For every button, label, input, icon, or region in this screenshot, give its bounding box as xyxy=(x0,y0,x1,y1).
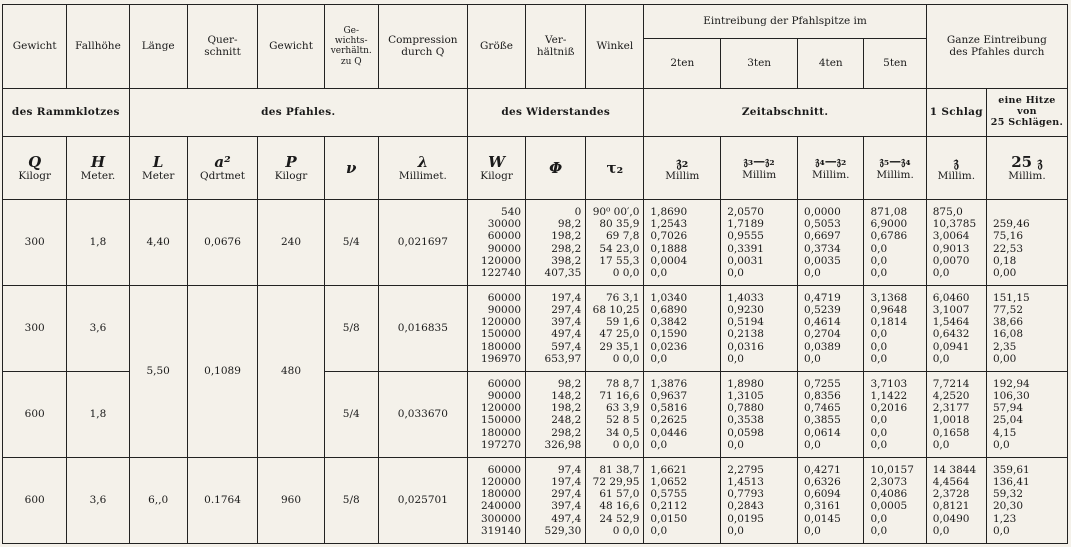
col-head-querschnitt: Quer- schnitt xyxy=(187,5,258,89)
nu-cell: 5/4 xyxy=(324,200,378,286)
h-cell: 1,8 xyxy=(67,200,129,286)
z2-values: 1,6621 1,0652 0,5755 0,2112 0,0150 0,0 xyxy=(644,457,721,543)
symbol-p: P Kilogr xyxy=(258,137,324,200)
w-values: 540 30000 60000 90000 120000 122740 xyxy=(467,200,525,286)
z2-values: 1,8690 1,2543 0,7026 0,1888 0,0004 0,0 xyxy=(644,200,721,286)
section-row xyxy=(3,88,1068,136)
phi-values: 98,2 148,2 198,2 248,2 298,2 326,98 xyxy=(526,371,586,457)
col-head-winkel: Winkel xyxy=(586,5,644,89)
col-head-4ten: 4ten xyxy=(798,38,864,88)
z3-values: 2,0570 1,7189 0,9555 0,3391 0,0031 0,0 xyxy=(721,200,798,286)
col-head-fallhoehe: Fallhöhe xyxy=(67,5,129,89)
section-pfahl: des Pfahles. xyxy=(129,88,467,136)
col-head-2ten: 2ten xyxy=(644,38,721,88)
col-head-laenge: Länge xyxy=(129,5,187,89)
col-head-gewichtsverhaeltnis: Ge- wichts- verhältn. zu Q xyxy=(324,5,378,89)
section-1-schlag: 1 Schlag xyxy=(926,88,986,136)
section-hitze: eine Hitze von 25 Schlägen. xyxy=(986,88,1067,136)
z25-values: 151,15 77,52 38,66 16,08 2,35 0,00 xyxy=(986,286,1067,372)
z3-values: 2,2795 1,4513 0,7793 0,2843 0,0195 0,0 xyxy=(721,457,798,543)
a2-cell: 0,1089 xyxy=(187,286,258,458)
symbol-l: L Meter xyxy=(129,137,187,200)
table-row xyxy=(3,457,1068,543)
symbol-z: 𝔷 Millim. xyxy=(926,137,986,200)
z-values: 875,0 10,3785 3,0064 0,9013 0,0070 0,0 xyxy=(926,200,986,286)
z4-values: 0,4271 0,6326 0,6094 0,3161 0,0145 0,0 xyxy=(798,457,864,543)
col-head-compression: Compression durch Q xyxy=(378,5,467,89)
section-rammklotz: des Rammklotzes xyxy=(3,88,130,136)
symbol-w: W Kilogr xyxy=(467,137,525,200)
z-values: 6,0460 3,1007 1,5464 0,6432 0,0941 0,0 xyxy=(926,286,986,372)
z3-values: 1,8980 1,3105 0,7880 0,3538 0,0598 0,0 xyxy=(721,371,798,457)
p-cell: 480 xyxy=(258,286,324,458)
z2-values: 1,3876 0,9637 0,5816 0,2625 0,0446 0,0 xyxy=(644,371,721,457)
col-head-groesse: Größe xyxy=(467,5,525,89)
phi-values: 97,4 197,4 297,4 397,4 497,4 529,30 xyxy=(526,457,586,543)
col-head-3ten: 3ten xyxy=(721,38,798,88)
w-values: 60000 120000 180000 240000 300000 319140 xyxy=(467,457,525,543)
q-cell: 300 xyxy=(3,286,67,372)
section-zeitabschnitt: Zeitabschnitt. xyxy=(644,88,926,136)
symbol-z2: 𝔷₂ Millim xyxy=(644,137,721,200)
p-cell: 960 xyxy=(258,457,324,543)
l-cell: 4,40 xyxy=(129,200,187,286)
phi-values: 197,4 297,4 397,4 497,4 597,4 653,97 xyxy=(526,286,586,372)
z25-values: 259,46 75,16 22,53 0,18 0,00 xyxy=(986,200,1067,286)
nu-cell: 5/8 xyxy=(324,457,378,543)
symbol-row xyxy=(3,137,1068,200)
symbol-q: Q Kilogr xyxy=(3,137,67,200)
winkel-values: 76 3,1 68 10,25 59 1,6 47 25,0 29 35,1 0 0,0 xyxy=(586,286,644,372)
symbol-nu: ν xyxy=(324,137,378,200)
symbol-lambda: λ Millimet. xyxy=(378,137,467,200)
col-head-verhaeltniss: Ver- hältniß xyxy=(526,5,586,89)
symbol-25z: 25 𝔷 Millim. xyxy=(986,137,1067,200)
z25-values: 192,94 106,30 57,94 25,04 4,15 0,0 xyxy=(986,371,1067,457)
z2-values: 1,0340 0,6890 0,3842 0,1590 0,0236 0,0 xyxy=(644,286,721,372)
w-values: 60000 90000 120000 150000 180000 196970 xyxy=(467,286,525,372)
q-cell: 600 xyxy=(3,457,67,543)
h-cell: 1,8 xyxy=(67,371,129,457)
symbol-tau: τ₂ xyxy=(586,137,644,200)
symbol-a2: a² Qdrtmet xyxy=(187,137,258,200)
winkel-values: 78 8,7 71 16,6 63 3,9 52 8 5 34 0,5 0 0,0 xyxy=(586,371,644,457)
h-cell: 3,6 xyxy=(67,457,129,543)
lambda-cell: 0,025701 xyxy=(378,457,467,543)
table-row xyxy=(3,200,1068,286)
lambda-cell: 0,033670 xyxy=(378,371,467,457)
col-head-gewicht-p: Gewicht xyxy=(258,5,324,89)
table-row xyxy=(3,286,1068,372)
z5-values: 3,1368 0,9648 0,1814 0,0 0,0 0,0 xyxy=(864,286,926,372)
col-head-gewicht-q: Gewicht xyxy=(3,5,67,89)
phi-values: 0 98,2 198,2 298,2 398,2 407,35 xyxy=(526,200,586,286)
header-row-1 xyxy=(3,5,1068,39)
section-widerstand: des Widerstandes xyxy=(467,88,643,136)
symbol-z3-z2: 𝔷₃—𝔷₂ Millim xyxy=(721,137,798,200)
symbol-z5-z4: 𝔷₅—𝔷₄ Millim. xyxy=(864,137,926,200)
a2-cell: 0,0676 xyxy=(187,200,258,286)
l-cell: 6,‚0 xyxy=(129,457,187,543)
lambda-cell: 0,021697 xyxy=(378,200,467,286)
col-head-eintreibung: Eintreibung der Pfahlspitze im xyxy=(644,5,926,39)
z4-values: 0,7255 0,8356 0,7465 0,3855 0,0614 0,0 xyxy=(798,371,864,457)
z-values: 7,7214 4,2520 2,3177 1,0018 0,1658 0,0 xyxy=(926,371,986,457)
z-values: 14 3844 4,4564 2,3728 0,8121 0,0490 0,0 xyxy=(926,457,986,543)
pile-driving-table xyxy=(2,4,1068,544)
a2-cell: 0.1764 xyxy=(187,457,258,543)
q-cell: 300 xyxy=(3,200,67,286)
z4-values: 0,4719 0,5239 0,4614 0,2704 0,0389 0,0 xyxy=(798,286,864,372)
z25-values: 359,61 136,41 59,32 20,30 1,23 0,0 xyxy=(986,457,1067,543)
winkel-values: 81 38,7 72 29,95 61 57,0 48 16,6 24 52,9 0 0,0 xyxy=(586,457,644,543)
symbol-h: H Meter. xyxy=(67,137,129,200)
nu-cell: 5/4 xyxy=(324,371,378,457)
winkel-values: 90⁰ 00′,0 80 35,9 69 7,8 54 23,0 17 55,3 0 0,0 xyxy=(586,200,644,286)
lambda-cell: 0,016835 xyxy=(378,286,467,372)
col-head-5ten: 5ten xyxy=(864,38,926,88)
h-cell: 3,6 xyxy=(67,286,129,372)
col-head-ganze-eintreibung: Ganze Eintreibung des Pfahles durch xyxy=(926,5,1067,89)
z5-values: 3,7103 1,1422 0,2016 0,0 0,0 0,0 xyxy=(864,371,926,457)
z5-values: 871,08 6,9000 0,6786 0,0 0,0 0,0 xyxy=(864,200,926,286)
z4-values: 0,0000 0,5053 0,6697 0,3734 0,0035 0,0 xyxy=(798,200,864,286)
w-values: 60000 90000 120000 150000 180000 197270 xyxy=(467,371,525,457)
l-cell: 5,50 xyxy=(129,286,187,458)
p-cell: 240 xyxy=(258,200,324,286)
q-cell: 600 xyxy=(3,371,67,457)
symbol-phi: Φ xyxy=(526,137,586,200)
z5-values: 10,0157 2,3073 0,4086 0,0005 0,0 0,0 xyxy=(864,457,926,543)
nu-cell: 5/8 xyxy=(324,286,378,372)
z3-values: 1,4033 0,9230 0,5194 0,2138 0,0316 0,0 xyxy=(721,286,798,372)
symbol-z4-z2: 𝔷₄—𝔷₂ Millim. xyxy=(798,137,864,200)
